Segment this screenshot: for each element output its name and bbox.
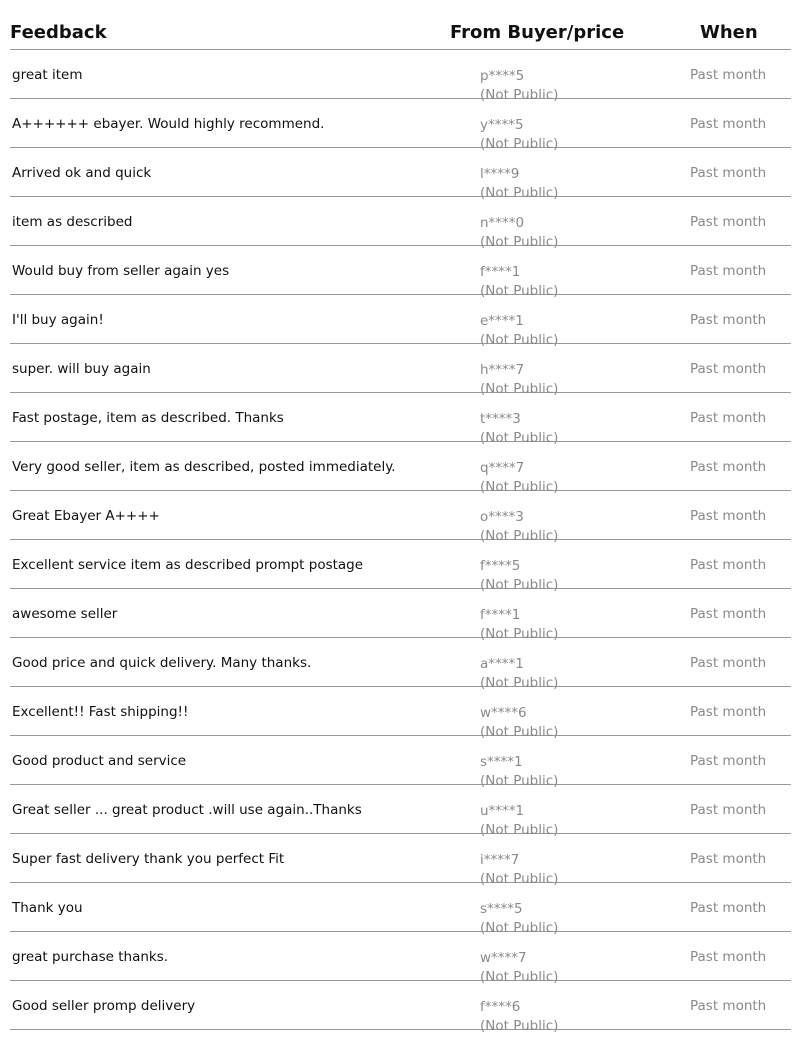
buyer-name: o****3 <box>480 509 524 525</box>
feedback-comment: Excellent!! Fast shipping!! <box>12 704 189 720</box>
price-privacy-note: (Not Public) <box>480 381 559 397</box>
feedback-when: Past month <box>690 361 767 377</box>
buyer-name: u****1 <box>480 803 525 819</box>
feedback-table <box>10 0 791 1034</box>
buyer-name: f****1 <box>480 264 521 280</box>
buyer-cell <box>480 998 558 1036</box>
table-row <box>10 540 791 593</box>
table-row <box>10 344 791 397</box>
price-privacy-note: (Not Public) <box>480 430 559 446</box>
feedback-when: Past month <box>690 410 767 426</box>
price-privacy-note: (Not Public) <box>480 626 559 642</box>
price-privacy-note: (Not Public) <box>480 773 559 789</box>
table-row <box>10 687 791 740</box>
table-row <box>10 50 791 103</box>
table-header <box>10 0 791 50</box>
feedback-when: Past month <box>690 459 767 475</box>
column-header-feedback: Feedback <box>10 22 107 43</box>
table-row <box>10 883 791 936</box>
feedback-comment: Would buy from seller again yes <box>12 263 230 279</box>
column-header-when: When <box>700 22 758 43</box>
feedback-when: Past month <box>690 165 767 181</box>
feedback-comment: great purchase thanks. <box>12 949 169 965</box>
price-privacy-note: (Not Public) <box>480 920 559 936</box>
table-row <box>10 442 791 495</box>
table-row <box>10 393 791 446</box>
feedback-comment: Good seller promp delivery <box>12 998 196 1014</box>
feedback-when: Past month <box>690 704 767 720</box>
feedback-comment: Super fast delivery thank you perfect Fit <box>12 851 285 867</box>
feedback-when: Past month <box>690 851 767 867</box>
feedback-when: Past month <box>690 508 767 524</box>
buyer-name: a****1 <box>480 656 524 672</box>
feedback-comment: Great Ebayer A++++ <box>12 508 160 524</box>
price-privacy-note: (Not Public) <box>480 185 559 201</box>
price-privacy-note: (Not Public) <box>480 724 559 740</box>
feedback-when: Past month <box>690 67 767 83</box>
buyer-name: t****3 <box>480 411 521 427</box>
table-row <box>10 785 791 838</box>
buyer-name: h****7 <box>480 362 525 378</box>
buyer-name: s****5 <box>480 901 523 917</box>
feedback-when: Past month <box>690 753 767 769</box>
price-privacy-note: (Not Public) <box>480 479 559 495</box>
buyer-name: f****1 <box>480 607 521 623</box>
feedback-when: Past month <box>690 606 767 622</box>
buyer-name: e****1 <box>480 313 524 329</box>
table-row <box>10 246 791 299</box>
feedback-when: Past month <box>690 557 767 573</box>
price-privacy-note: (Not Public) <box>480 675 559 691</box>
table-row <box>10 736 791 789</box>
feedback-when: Past month <box>690 998 767 1014</box>
feedback-when: Past month <box>690 949 767 965</box>
price-privacy-note: (Not Public) <box>480 234 559 250</box>
buyer-name: q****7 <box>480 460 525 476</box>
feedback-comment: Very good seller, item as described, posted immediately. <box>12 459 396 475</box>
feedback-when: Past month <box>690 900 767 916</box>
feedback-when: Past month <box>690 312 767 328</box>
price-privacy-note: (Not Public) <box>480 332 559 348</box>
price-privacy-note: (Not Public) <box>480 969 559 985</box>
table-row <box>10 981 791 1034</box>
buyer-name: l****9 <box>480 166 520 182</box>
price-privacy-note: (Not Public) <box>480 871 559 887</box>
feedback-when: Past month <box>690 263 767 279</box>
feedback-comment: awesome seller <box>12 606 118 622</box>
feedback-comment: Thank you <box>12 900 83 916</box>
price-privacy-note: (Not Public) <box>480 577 559 593</box>
buyer-name: w****6 <box>480 705 527 721</box>
buyer-name: s****1 <box>480 754 523 770</box>
column-header-buyer: From Buyer/price <box>450 22 625 43</box>
table-row <box>10 491 791 544</box>
buyer-name: n****0 <box>480 215 525 231</box>
feedback-comment: item as described <box>12 214 133 230</box>
feedback-comment: super. will buy again <box>12 361 151 377</box>
price-privacy-note: (Not Public) <box>480 528 559 544</box>
feedback-comment: A++++++ ebayer. Would highly recommend. <box>12 116 325 132</box>
feedback-comment: Good product and service <box>12 753 187 769</box>
price-privacy-note: (Not Public) <box>480 822 559 838</box>
feedback-when: Past month <box>690 214 767 230</box>
table-body <box>10 50 791 1034</box>
table-row <box>10 295 791 348</box>
feedback-when: Past month <box>690 802 767 818</box>
buyer-name: f****6 <box>480 999 521 1015</box>
table-row <box>10 99 791 152</box>
feedback-comment: Fast postage, item as described. Thanks <box>12 410 284 426</box>
buyer-name: p****5 <box>480 68 525 84</box>
buyer-name: y****5 <box>480 117 524 133</box>
feedback-when: Past month <box>690 116 767 132</box>
feedback-when: Past month <box>690 655 767 671</box>
feedback-comment: great item <box>12 67 83 83</box>
price-privacy-note: (Not Public) <box>480 136 559 152</box>
table-row <box>10 932 791 985</box>
feedback-comment: Great seller ... great product .will use again..Thanks <box>12 802 362 818</box>
table-row <box>10 197 791 250</box>
table-row <box>10 638 791 691</box>
price-privacy-note: (Not Public) <box>480 283 559 299</box>
feedback-comment: Good price and quick delivery. Many thanks. <box>12 655 312 671</box>
price-privacy-note: (Not Public) <box>480 1018 559 1034</box>
buyer-name: i****7 <box>480 852 520 868</box>
feedback-comment: Arrived ok and quick <box>12 165 152 181</box>
table-row <box>10 148 791 201</box>
table-row <box>10 589 791 642</box>
feedback-comment: Excellent service item as described prompt postage <box>12 557 364 573</box>
feedback-comment: I'll buy again! <box>12 312 104 328</box>
price-privacy-note: (Not Public) <box>480 87 559 103</box>
buyer-name: w****7 <box>480 950 527 966</box>
table-row <box>10 834 791 887</box>
buyer-name: f****5 <box>480 558 521 574</box>
